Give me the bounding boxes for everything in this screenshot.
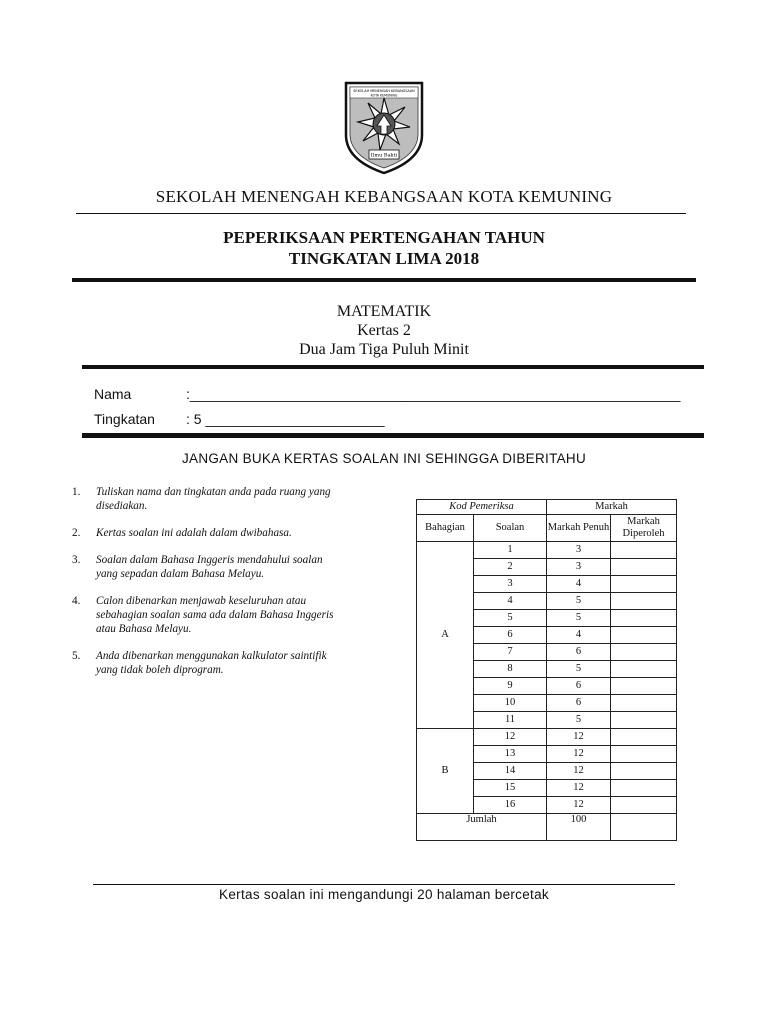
obtained-marks-cell[interactable] (611, 644, 677, 661)
question-number: 4 (474, 593, 547, 610)
obtained-marks-cell[interactable] (611, 797, 677, 814)
divider (82, 433, 704, 438)
svg-text:SEKOLAH MENENGAH KEBANGSAAN: SEKOLAH MENENGAH KEBANGSAAN (353, 89, 415, 93)
obtained-marks-cell[interactable] (611, 559, 677, 576)
question-number: 16 (474, 797, 547, 814)
instruction-item: 1. Tuliskan nama dan tingkatan anda pada ruang yang disediakan. (72, 486, 331, 512)
question-number: 13 (474, 746, 547, 763)
full-marks: 6 (547, 695, 611, 712)
full-marks: 5 (547, 661, 611, 678)
full-marks: 5 (547, 593, 611, 610)
instruction-item: 4. Calon dibenarkan menjawab keseluruhan atau sebahagian soalan sama ada dalam Bahasa Inggeris atau Bahasa Melayu. (72, 595, 334, 635)
full-marks: 12 (547, 763, 611, 780)
svg-text:KOTA KEMUNING: KOTA KEMUNING (370, 93, 398, 98)
exam-subtitle: TINGKATAN LIMA 2018 (288, 249, 480, 268)
question-number: 2 (474, 559, 547, 576)
obtained-marks-header: Markah Diperoleh (611, 515, 677, 542)
full-marks: 4 (547, 576, 611, 593)
name-field[interactable]: :_______________________________________________________________ (186, 386, 681, 402)
full-marks: 6 (547, 644, 611, 661)
duration: Dua Jam Tiga Puluh Minit (299, 341, 469, 358)
total-full-marks: 100 (547, 814, 611, 841)
obtained-marks-cell[interactable] (611, 627, 677, 644)
obtained-marks-cell[interactable] (611, 729, 677, 746)
marks-header: Markah (547, 500, 677, 515)
full-marks: 5 (547, 712, 611, 729)
question-number: 12 (474, 729, 547, 746)
obtained-marks-cell[interactable] (611, 763, 677, 780)
obtained-marks-cell[interactable] (611, 593, 677, 610)
school-crest-logo (343, 80, 425, 175)
section-label: A (417, 542, 474, 729)
form-field[interactable]: : 5 _______________________ (186, 411, 385, 427)
obtained-marks-cell[interactable] (611, 610, 677, 627)
table-row (417, 729, 677, 746)
name-label: Nama (94, 386, 132, 402)
svg-text:Ilmu Bakti: Ilmu Bakti (370, 152, 398, 159)
section-header: Bahagian (417, 515, 474, 542)
full-marks: 12 (547, 729, 611, 746)
obtained-marks-cell[interactable] (611, 695, 677, 712)
question-number: 11 (474, 712, 547, 729)
obtained-marks-cell[interactable] (611, 712, 677, 729)
school-name: SEKOLAH MENENGAH KEBANGSAAN KOTA KEMUNING (155, 187, 613, 206)
examiner-code-header: Kod Pemeriksa (417, 500, 547, 515)
marks-table (416, 499, 677, 841)
instruction-item: 2. Kertas soalan ini adalah dalam dwibahasa. (72, 527, 292, 539)
question-number: 14 (474, 763, 547, 780)
question-number: 5 (474, 610, 547, 627)
total-label: Jumlah (417, 814, 547, 841)
question-number: 8 (474, 661, 547, 678)
subject-name: MATEMATIK (336, 303, 432, 320)
page-count-note: Kertas soalan ini mengandungi 20 halaman bercetak (219, 887, 549, 902)
divider (93, 884, 675, 885)
instruction-list (72, 485, 342, 690)
instruction-item: 5. Anda dibenarkan menggunakan kalkulator saintifik yang tidak boleh diprogram. (72, 650, 327, 676)
form-label: Tingkatan (94, 411, 155, 427)
question-header: Soalan (474, 515, 547, 542)
full-marks: 4 (547, 627, 611, 644)
obtained-marks-cell[interactable] (611, 661, 677, 678)
table-row (417, 542, 677, 559)
paper-number: Kertas 2 (357, 322, 411, 339)
question-number: 15 (474, 780, 547, 797)
question-number: 10 (474, 695, 547, 712)
section-label: B (417, 729, 474, 814)
full-marks: 12 (547, 797, 611, 814)
total-obtained-marks[interactable] (611, 814, 677, 841)
obtained-marks-cell[interactable] (611, 576, 677, 593)
question-number: 6 (474, 627, 547, 644)
question-number: 7 (474, 644, 547, 661)
divider (72, 278, 696, 282)
full-marks: 12 (547, 746, 611, 763)
divider (82, 365, 704, 369)
full-marks: 6 (547, 678, 611, 695)
obtained-marks-cell[interactable] (611, 678, 677, 695)
question-number: 9 (474, 678, 547, 695)
instruction-item: 3. Soalan dalam Bahasa Inggeris mendahului soalan yang sepadan dalam Bahasa Melayu. (72, 554, 323, 580)
full-marks: 5 (547, 610, 611, 627)
full-marks: 3 (547, 559, 611, 576)
obtained-marks-cell[interactable] (611, 780, 677, 797)
divider (76, 213, 686, 214)
question-number: 3 (474, 576, 547, 593)
exam-title: PEPERIKSAAN PERTENGAHAN TAHUN (223, 228, 545, 247)
full-marks: 12 (547, 780, 611, 797)
full-marks-header: Markah Penuh (547, 515, 611, 542)
question-number: 1 (474, 542, 547, 559)
obtained-marks-cell[interactable] (611, 542, 677, 559)
full-marks: 3 (547, 542, 611, 559)
warning-notice: JANGAN BUKA KERTAS SOALAN INI SEHINGGA DIBERITAHU (181, 451, 587, 466)
obtained-marks-cell[interactable] (611, 746, 677, 763)
